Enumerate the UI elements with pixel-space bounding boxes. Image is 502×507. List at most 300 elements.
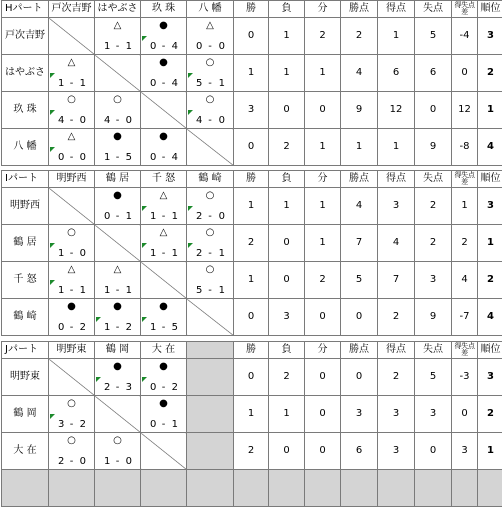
rank: 3 — [478, 188, 502, 225]
result-symbol: ● — [95, 362, 140, 372]
header-row — [2, 1, 502, 18]
goals-for: 2 — [196, 211, 202, 222]
comment-marker — [188, 243, 193, 248]
match-result — [95, 262, 141, 299]
losses: 1 — [269, 396, 305, 433]
goals-for: 1 — [104, 285, 110, 296]
draws: 1 — [305, 225, 341, 262]
score-dash: - — [141, 41, 186, 52]
score-dash: - — [187, 248, 233, 259]
wins: 2 — [234, 225, 269, 262]
opponent-header: 千 怒 — [141, 171, 187, 188]
goals-against: 1 — [219, 285, 225, 296]
draws: 1 — [305, 129, 341, 166]
goals-against-total: 5 — [415, 359, 452, 396]
losses: 0 — [269, 92, 305, 129]
score-dash: - — [95, 152, 140, 163]
self-match-cell — [95, 225, 141, 262]
draws: 2 — [305, 262, 341, 299]
match-score — [141, 419, 186, 430]
match-result — [141, 129, 187, 166]
match-score — [49, 152, 94, 163]
team-row — [2, 262, 502, 299]
comment-marker — [50, 147, 55, 152]
match-score — [141, 41, 186, 52]
goals-for-total: 2 — [378, 359, 415, 396]
result-symbol: ○ — [187, 58, 233, 68]
match-score — [187, 285, 233, 296]
score-dash: - — [95, 382, 140, 393]
comment-marker — [50, 414, 55, 419]
goals-against: 1 — [80, 78, 86, 89]
empty-cell — [95, 470, 141, 507]
points: 0 — [341, 359, 378, 396]
score-dash: - — [95, 456, 140, 467]
goals-against: 0 — [80, 456, 86, 467]
self-match-cell — [141, 433, 187, 470]
match-result — [49, 129, 95, 166]
empty-cell — [305, 470, 341, 507]
empty-cell — [187, 342, 234, 359]
points: 2 — [341, 18, 378, 55]
wins: 0 — [234, 129, 269, 166]
result-symbol: ○ — [187, 95, 233, 105]
goal-difference: -7 — [452, 299, 478, 336]
goal-difference: 2 — [452, 225, 478, 262]
opponent-header: 鶴 岡 — [95, 342, 141, 359]
match-result — [49, 55, 95, 92]
team-row — [2, 433, 502, 470]
rank: 3 — [478, 18, 502, 55]
goal-difference: 0 — [452, 396, 478, 433]
comment-marker — [96, 377, 101, 382]
score-dash: - — [49, 248, 94, 259]
goals-against-total: 2 — [415, 225, 452, 262]
empty-cell — [187, 433, 234, 470]
wins: 1 — [234, 262, 269, 299]
result-symbol: △ — [95, 265, 140, 275]
losses: 2 — [269, 129, 305, 166]
stat-header: 勝 — [234, 1, 269, 18]
match-score — [187, 211, 233, 222]
points: 0 — [341, 299, 378, 336]
result-symbol: △ — [141, 191, 186, 201]
stat-header: 勝 — [234, 342, 269, 359]
goals-for: 1 — [150, 248, 156, 259]
match-result — [141, 359, 187, 396]
stat-header: 負 — [269, 342, 305, 359]
team-name: 玖 珠 — [2, 92, 49, 129]
team-row — [2, 225, 502, 262]
stat-header: 順位 — [478, 342, 502, 359]
goals-for-total: 6 — [378, 55, 415, 92]
team-row — [2, 92, 502, 129]
stat-header: 失点 — [415, 171, 452, 188]
goals-against-total: 3 — [415, 262, 452, 299]
empty-row — [2, 470, 502, 507]
goals-for-total: 2 — [378, 299, 415, 336]
score-dash: - — [141, 322, 186, 333]
goal-difference: 12 — [452, 92, 478, 129]
goals-for: 1 — [58, 78, 64, 89]
goals-against-total: 3 — [415, 396, 452, 433]
rank: 4 — [478, 299, 502, 336]
draws: 1 — [305, 55, 341, 92]
goals-for: 1 — [104, 456, 110, 467]
goals-for: 1 — [58, 285, 64, 296]
result-symbol: ● — [95, 302, 140, 312]
wins: 0 — [234, 18, 269, 55]
comment-marker — [142, 206, 147, 211]
opponent-header: 明野西 — [49, 171, 95, 188]
match-score — [95, 41, 140, 52]
goals-for-total: 3 — [378, 433, 415, 470]
goals-against: 1 — [126, 285, 132, 296]
goals-for-total: 7 — [378, 262, 415, 299]
result-symbol: ● — [95, 132, 140, 142]
goals-for: 2 — [196, 248, 202, 259]
match-result — [187, 262, 234, 299]
rank: 4 — [478, 129, 502, 166]
match-result — [141, 396, 187, 433]
goals-against: 0 — [126, 115, 132, 126]
self-match-cell — [49, 18, 95, 55]
team-name: 戸次吉野 — [2, 18, 49, 55]
league-table — [1, 0, 502, 166]
result-symbol: ● — [141, 132, 186, 142]
comment-marker — [96, 317, 101, 322]
goal-difference: -4 — [452, 18, 478, 55]
goals-against: 0 — [219, 115, 225, 126]
opponent-header: 戸次吉野 — [49, 1, 95, 18]
points: 3 — [341, 396, 378, 433]
stat-header: 順位 — [478, 1, 502, 18]
team-row — [2, 55, 502, 92]
match-score — [187, 41, 233, 52]
goals-for-total: 3 — [378, 396, 415, 433]
goals-against-total: 6 — [415, 55, 452, 92]
team-name: 八 幡 — [2, 129, 49, 166]
wins: 1 — [234, 55, 269, 92]
rank: 1 — [478, 225, 502, 262]
goals-against-total: 9 — [415, 129, 452, 166]
match-result — [187, 225, 234, 262]
result-symbol: △ — [49, 132, 94, 142]
goals-against-total: 0 — [415, 433, 452, 470]
result-symbol: ○ — [187, 228, 233, 238]
goals-against: 5 — [172, 322, 178, 333]
score-dash: - — [49, 78, 94, 89]
goals-for-total: 3 — [378, 188, 415, 225]
result-symbol: ○ — [95, 436, 140, 446]
goals-for: 4 — [58, 115, 64, 126]
match-score — [49, 248, 94, 259]
match-score — [187, 78, 233, 89]
wins: 0 — [234, 359, 269, 396]
match-result — [141, 299, 187, 336]
match-result — [95, 188, 141, 225]
stat-header: 分 — [305, 171, 341, 188]
comment-marker — [142, 377, 147, 382]
goals-for: 1 — [104, 41, 110, 52]
league-table — [1, 170, 502, 336]
points: 7 — [341, 225, 378, 262]
match-score — [141, 211, 186, 222]
result-symbol: ● — [49, 302, 94, 312]
match-score — [187, 248, 233, 259]
goals-for: 5 — [196, 78, 202, 89]
match-score — [95, 322, 140, 333]
stat-header: 得点 — [378, 1, 415, 18]
goals-for: 1 — [150, 322, 156, 333]
team-name: 鶴 崎 — [2, 299, 49, 336]
comment-marker — [50, 243, 55, 248]
stat-header: 得点 — [378, 171, 415, 188]
result-symbol: ○ — [49, 228, 94, 238]
match-score — [95, 382, 140, 393]
stat-header: 順位 — [478, 171, 502, 188]
score-dash: - — [187, 115, 233, 126]
comment-marker — [142, 243, 147, 248]
result-symbol: ○ — [95, 95, 140, 105]
match-result — [95, 299, 141, 336]
rank: 1 — [478, 433, 502, 470]
result-symbol: △ — [187, 21, 233, 31]
goals-against: 4 — [172, 152, 178, 163]
match-result — [49, 396, 95, 433]
goals-for: 0 — [150, 382, 156, 393]
score-dash: - — [141, 382, 186, 393]
empty-cell — [2, 470, 49, 507]
empty-cell — [234, 470, 269, 507]
goal-difference: 0 — [452, 55, 478, 92]
result-symbol: ● — [141, 21, 186, 31]
goals-against: 0 — [80, 152, 86, 163]
opponent-header: 鶴 居 — [95, 171, 141, 188]
league-table — [1, 341, 502, 507]
goals-for: 2 — [104, 382, 110, 393]
goals-against: 1 — [126, 41, 132, 52]
score-dash: - — [95, 322, 140, 333]
empty-cell — [187, 359, 234, 396]
empty-cell — [49, 470, 95, 507]
goals-against: 1 — [219, 248, 225, 259]
self-match-cell — [49, 188, 95, 225]
points: 1 — [341, 129, 378, 166]
wins: 0 — [234, 299, 269, 336]
match-result — [187, 55, 234, 92]
opponent-header: 鶴 崎 — [187, 171, 234, 188]
goals-for: 0 — [104, 211, 110, 222]
self-match-cell — [141, 92, 187, 129]
team-row — [2, 129, 502, 166]
goals-for: 0 — [150, 152, 156, 163]
match-result — [95, 433, 141, 470]
stat-header: 失点 — [415, 1, 452, 18]
goals-against: 1 — [172, 419, 178, 430]
team-name: 鶴 岡 — [2, 396, 49, 433]
match-result — [141, 18, 187, 55]
empty-cell — [269, 470, 305, 507]
match-result — [95, 129, 141, 166]
match-score — [141, 248, 186, 259]
goal-difference: -8 — [452, 129, 478, 166]
score-dash: - — [187, 78, 233, 89]
comment-marker — [50, 280, 55, 285]
score-dash: - — [95, 41, 140, 52]
goals-against: 2 — [80, 419, 86, 430]
goals-against: 2 — [172, 382, 178, 393]
match-score — [49, 78, 94, 89]
empty-cell — [187, 396, 234, 433]
goals-for: 5 — [196, 285, 202, 296]
goals-against: 5 — [126, 152, 132, 163]
points: 6 — [341, 433, 378, 470]
score-dash: - — [141, 211, 186, 222]
stat-header: 負 — [269, 1, 305, 18]
wins: 3 — [234, 92, 269, 129]
losses: 2 — [269, 359, 305, 396]
team-row — [2, 299, 502, 336]
result-symbol: △ — [49, 265, 94, 275]
draws: 0 — [305, 92, 341, 129]
opponent-header: 大 在 — [141, 342, 187, 359]
points: 4 — [341, 188, 378, 225]
match-result — [141, 225, 187, 262]
match-result — [49, 262, 95, 299]
score-dash: - — [49, 152, 94, 163]
team-name: 明野西 — [2, 188, 49, 225]
stat-header: 勝 — [234, 171, 269, 188]
team-name: 千 怒 — [2, 262, 49, 299]
self-match-cell — [95, 396, 141, 433]
draws: 0 — [305, 433, 341, 470]
self-match-cell — [141, 262, 187, 299]
goals-against: 2 — [126, 322, 132, 333]
goals-for-total: 1 — [378, 18, 415, 55]
match-result — [49, 225, 95, 262]
goals-against: 0 — [80, 115, 86, 126]
empty-cell — [478, 470, 502, 507]
header-row — [2, 171, 502, 188]
comment-marker — [142, 317, 147, 322]
stat-header: 失点 — [415, 342, 452, 359]
score-dash: - — [141, 78, 186, 89]
goals-for-total: 1 — [378, 129, 415, 166]
score-dash: - — [49, 322, 94, 333]
rank: 3 — [478, 359, 502, 396]
team-name: 鶴 居 — [2, 225, 49, 262]
self-match-cell — [49, 359, 95, 396]
result-symbol: ○ — [49, 95, 94, 105]
match-score — [141, 382, 186, 393]
goals-against-total: 9 — [415, 299, 452, 336]
goal-difference: 3 — [452, 433, 478, 470]
losses: 0 — [269, 225, 305, 262]
empty-cell — [341, 470, 378, 507]
goals-against: 0 — [219, 211, 225, 222]
opponent-header: 八 幡 — [187, 1, 234, 18]
losses: 0 — [269, 262, 305, 299]
goals-against-total: 5 — [415, 18, 452, 55]
result-symbol: ○ — [187, 191, 233, 201]
losses: 1 — [269, 18, 305, 55]
result-symbol: ○ — [49, 436, 94, 446]
match-score — [141, 152, 186, 163]
match-result — [95, 92, 141, 129]
match-result — [49, 299, 95, 336]
goal-difference: -3 — [452, 359, 478, 396]
goals-against-total: 2 — [415, 188, 452, 225]
result-symbol: ● — [141, 302, 186, 312]
goals-against: 0 — [219, 41, 225, 52]
match-result — [49, 92, 95, 129]
goals-for: 0 — [150, 41, 156, 52]
match-score — [49, 285, 94, 296]
goal-difference: 1 — [452, 188, 478, 225]
match-score — [49, 322, 94, 333]
score-dash: - — [49, 419, 94, 430]
stat-header: 勝点 — [341, 171, 378, 188]
comment-marker — [188, 73, 193, 78]
match-result — [187, 92, 234, 129]
wins: 1 — [234, 188, 269, 225]
goals-against: 1 — [126, 211, 132, 222]
score-dash: - — [95, 115, 140, 126]
opponent-header: 玖 珠 — [141, 1, 187, 18]
team-name: 大 在 — [2, 433, 49, 470]
goals-for: 0 — [150, 419, 156, 430]
match-result — [187, 18, 234, 55]
result-symbol: ● — [95, 191, 140, 201]
points: 9 — [341, 92, 378, 129]
goals-against: 4 — [172, 41, 178, 52]
draws: 0 — [305, 359, 341, 396]
comment-marker — [50, 73, 55, 78]
goals-against: 2 — [80, 322, 86, 333]
match-score — [49, 419, 94, 430]
comment-marker — [142, 36, 147, 41]
stat-header: 得失点差 — [452, 342, 478, 359]
score-dash: - — [141, 419, 186, 430]
comment-marker — [188, 110, 193, 115]
rank: 2 — [478, 262, 502, 299]
goals-against: 4 — [172, 78, 178, 89]
stat-header: 分 — [305, 1, 341, 18]
part-name: Iパート — [2, 171, 49, 188]
result-symbol: ○ — [187, 265, 233, 275]
match-score — [95, 456, 140, 467]
match-score — [141, 322, 186, 333]
self-match-cell — [187, 129, 234, 166]
goals-for: 0 — [150, 78, 156, 89]
stat-header: 得失点差 — [452, 171, 478, 188]
stat-header: 勝点 — [341, 1, 378, 18]
score-dash: - — [95, 211, 140, 222]
score-dash: - — [187, 211, 233, 222]
match-score — [49, 115, 94, 126]
draws: 2 — [305, 18, 341, 55]
stat-header: 勝点 — [341, 342, 378, 359]
score-dash: - — [187, 41, 233, 52]
goal-difference: 4 — [452, 262, 478, 299]
score-dash: - — [187, 285, 233, 296]
losses: 1 — [269, 55, 305, 92]
rank: 1 — [478, 92, 502, 129]
result-symbol: △ — [49, 58, 94, 68]
losses: 1 — [269, 188, 305, 225]
match-result — [49, 433, 95, 470]
